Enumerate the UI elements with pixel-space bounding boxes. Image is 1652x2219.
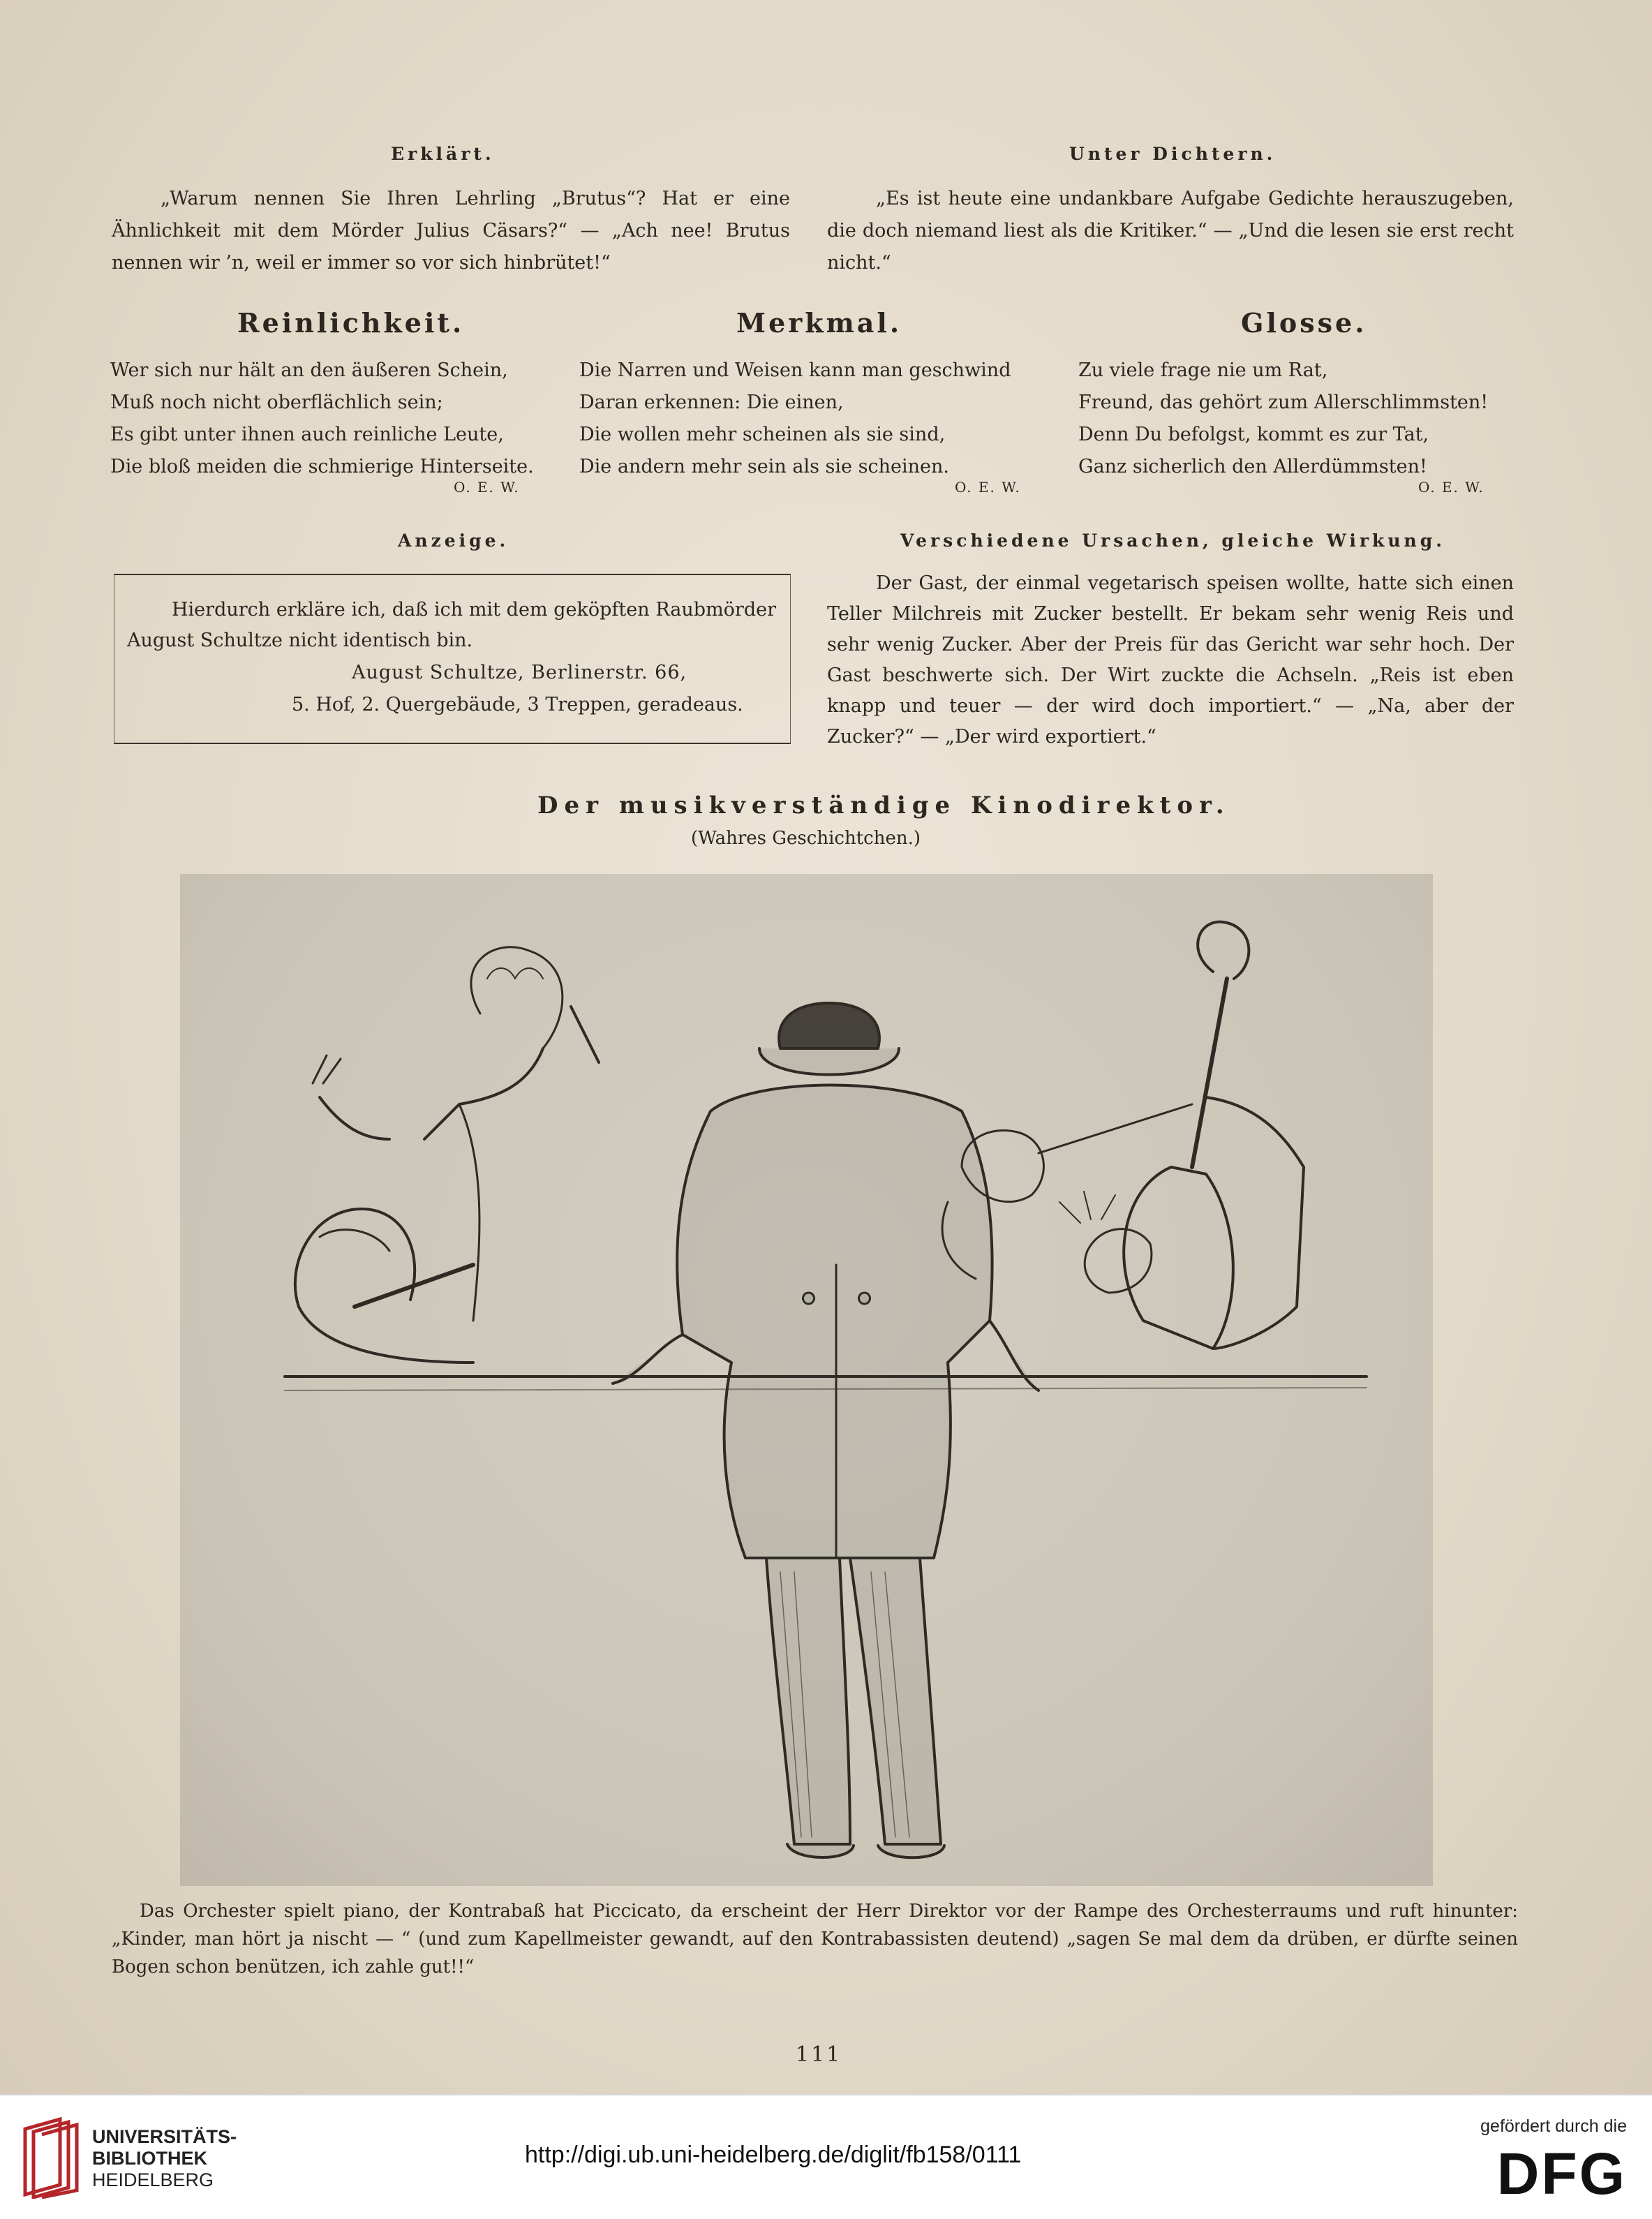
- dfg-logo: DFG: [1496, 2141, 1627, 2206]
- footer-bar: [0, 2094, 1652, 2219]
- funding-note: gefördert durch die: [1480, 2116, 1627, 2136]
- advertisement-text: Hierdurch erkläre ich, daß ich mit dem geköpften Raubmörder August Schultze nicht identisch bin.: [127, 599, 776, 651]
- text-unter-dichtern: „Es ist heute eine undankbare Aufgabe Gedichte herauszugeben, die doch niemand liest als die Kritiker.“ — „Und die lesen sie erst recht nicht.“: [827, 188, 1514, 274]
- library-name-line: HEIDELBERG: [92, 2169, 214, 2190]
- verse-line: Freund, das gehört zum Allerschlimmsten!: [1078, 392, 1489, 413]
- verse-line: Ganz sicherlich den Allerdümmsten!: [1078, 456, 1427, 477]
- verse-line: Die Narren und Weisen kann man geschwind: [579, 359, 1011, 381]
- subtitle-kinodirektor: (Wahres Geschichtchen.): [691, 828, 921, 849]
- heading-erklaert: Erklärt.: [391, 144, 495, 164]
- verse-line: Die wollen mehr scheinen als sie sind,: [579, 424, 946, 445]
- library-name-line: BIBLIOTHEK: [92, 2148, 207, 2169]
- text-erklaert: „Warum nennen Sie Ihren Lehrling „Brutus“? Hat er eine Ähnlichkeit mit dem Mörder Julius Cäsars?“ — „Ach nee! Brutus nennen wir ’n, weil er immer so vor sich hinbrütet!“: [112, 188, 790, 274]
- verse-line: Denn Du befolgst, kommt es zur Tat,: [1078, 424, 1429, 445]
- heading-verschiedene-ursachen: Verschiedene Ursachen, gleiche Wirkung.: [900, 530, 1445, 551]
- cartoon-illustration: [180, 874, 1433, 1886]
- verse-glosse: [1078, 355, 1488, 483]
- heading-unter-dichtern: Unter Dichtern.: [1069, 144, 1277, 164]
- text-verschiedene-ursachen: Der Gast, der einmal vegetarisch speisen wollte, hatte sich einen Teller Milchreis mit Zucker bestellt. Er bekam sehr wenig Reis und sehr wenig Zucker. Aber der Preis für das Gericht war sehr hoch. Der Gast beschwerte sich. Der Wirt zuckte die Achseln. „Reis ist eben knapp und teuer — der wird doch importiert.“ — „Na, aber der Zucker?“ — „Der wird exportiert.“: [827, 572, 1514, 748]
- verse-line: Es gibt unter ihnen auch reinliche Leute,: [110, 424, 504, 445]
- heading-kinodirektor: Der musikverständige Kinodirektor.: [537, 792, 1230, 819]
- heading-merkmal: Merkmal.: [736, 307, 902, 339]
- verse-line: Die andern mehr sein als sie scheinen.: [579, 456, 949, 477]
- advertisement-name: August Schultze, Berlinerstr. 66,: [352, 662, 687, 683]
- advertisement-address: 5. Hof, 2. Quergebäude, 3 Treppen, geradeaus.: [292, 694, 743, 715]
- conductor-figure: [313, 947, 599, 1321]
- university-library-name: [92, 2126, 237, 2191]
- page-number: 111: [796, 2042, 842, 2067]
- heading-glosse: Glosse.: [1241, 307, 1367, 339]
- director-figure: [613, 1003, 1039, 1857]
- illustration-caption: Das Orchester spielt piano, der Kontrabaß hat Piccicato, da erscheint der Herr Direktor vor der Rampe des Orchesterraums und ruft hinunter: „Kinder, man hört ja nischt — “ (und zum Kapellmeister gewandt, auf den Kontrabassisten deutend) „sagen Se mal dem da drüben, er dürfte seinen Bogen schon benützen, ich zahle gut!!“: [112, 1901, 1518, 1977]
- verse-line: Muß noch nicht oberflächlich sein;: [110, 392, 443, 413]
- verse-merkmal: [579, 355, 1011, 483]
- library-name-line: UNIVERSITÄTS-: [92, 2126, 237, 2147]
- signature-merkmal: O. E. W.: [955, 479, 1021, 496]
- verse-line: Die bloß meiden die schmierige Hinterseite.: [110, 456, 534, 477]
- advertisement-box: [114, 574, 791, 744]
- heading-anzeige: Anzeige.: [398, 530, 509, 551]
- digital-library-link[interactable]: http://digi.ub.uni-heidelberg.de/diglit/fb158/0111: [525, 2142, 1022, 2168]
- signature-reinlichkeit: O. E. W.: [454, 479, 520, 496]
- verse-line: Wer sich nur hält an den äußeren Schein,: [110, 359, 508, 381]
- verse-line: Zu viele frage nie um Rat,: [1078, 359, 1328, 381]
- verse-line: Daran erkennen: Die einen,: [579, 392, 844, 413]
- signature-glosse: O. E. W.: [1418, 479, 1484, 496]
- university-library-logo: [18, 2115, 80, 2199]
- heading-reinlichkeit: Reinlichkeit.: [237, 307, 465, 339]
- verse-reinlichkeit: [110, 355, 534, 483]
- flutist-figure: [295, 1209, 473, 1363]
